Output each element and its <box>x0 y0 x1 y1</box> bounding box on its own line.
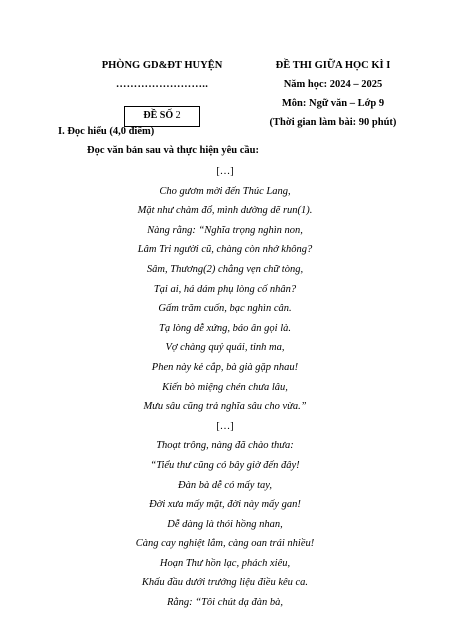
poem-line: Dễ dàng là thói hồng nhan, <box>167 518 283 530</box>
department-dots: …………………….. <box>115 79 209 90</box>
poem-line: Đàn bà dễ có mấy tay, <box>178 479 272 491</box>
poem-line: Phen này kẻ cắp, bà già gặp nhau! <box>151 361 299 373</box>
section-instruction: Đọc văn bản sau và thực hiện yêu cầu: <box>87 145 259 156</box>
exam-number-label: ĐỀ SỐ <box>143 110 174 121</box>
poem-line: Hoạn Thư hồn lạc, phách xiêu, <box>159 557 291 569</box>
poem-excerpt <box>58 162 392 613</box>
poem-line: Khấu đầu dưới trướng liệu điều kêu ca. <box>141 577 309 589</box>
poem-line: Thoạt trông, nàng đã chào thưa: <box>156 440 294 452</box>
subject: Môn: Ngữ văn – Lớp 9 <box>281 98 385 109</box>
poem-line: Sâm, Thương(2) chẳng vẹn chữ tòng, <box>146 263 304 275</box>
poem-line: Kiến bò miệng chén chưa lâu, <box>162 381 288 393</box>
omission-mark: […] <box>216 420 234 432</box>
poem-line: Gấm trăm cuốn, bạc nghìn cân. <box>158 303 292 315</box>
omission-mark: […] <box>216 166 234 177</box>
poem-line: Càng cay nghiệt lắm, càng oan trái nhiều! <box>135 538 315 550</box>
poem-line: Vợ chàng quỷ quái, tinh ma, <box>165 342 285 354</box>
poem-line: “Tiểu thư cũng có bây giờ đến đây! <box>150 459 300 471</box>
poem-line: Rằng: “Tôi chút dạ đàn bà, <box>166 597 284 609</box>
poem-line: Nàng rằng: “Nghĩa trọng nghìn non, <box>147 224 303 236</box>
time-limit: (Thời gian làm bài: 90 phút) <box>269 117 397 128</box>
poem-line: Lâm Tri người cũ, chàng còn nhớ không? <box>137 244 313 256</box>
poem-line: Tại ai, há dám phụ lòng cố nhân? <box>153 283 297 295</box>
poem-line: Cho gươm mời đến Thúc Lang, <box>159 185 291 197</box>
poem-line: Đời xưa mấy mặt, đời này mấy gan! <box>149 499 301 511</box>
school-year: Năm học: 2024 – 2025 <box>283 79 383 90</box>
exam-number: 2 <box>175 110 181 121</box>
poem-line: Mưu sâu cũng trả nghĩa sâu cho vừa.” <box>143 401 307 413</box>
section-title: I. Đọc hiểu (4,0 điểm) <box>58 126 155 137</box>
exam-title: ĐỀ THI GIỮA HỌC KÌ I <box>275 60 391 71</box>
department-name: PHÒNG GD&ĐT HUYỆN <box>101 60 223 71</box>
header-left <box>62 56 262 127</box>
poem-line: Mặt như chàm đổ, mình dường dẽ run(1). <box>137 205 313 217</box>
header-right <box>248 56 418 132</box>
poem-line: Tạ lòng dễ xứng, báo ân gọi là. <box>158 322 291 334</box>
